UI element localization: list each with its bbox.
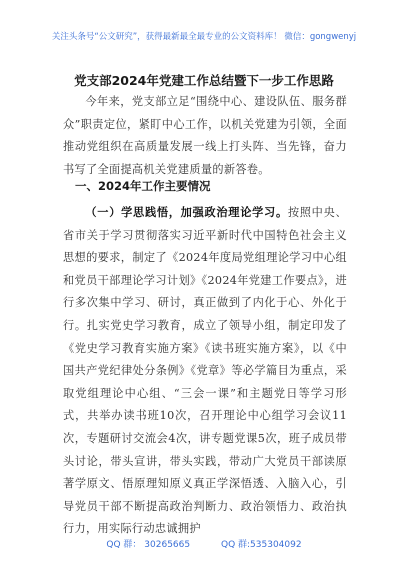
- sub-heading-body: 按照中央、省市关于学习贯彻落实习近平新时代中国特色社会主义思想的要求，制定了《2024年度局党组理论学习中心组和党员干部理论学习计划》《2024年党建工作要点》，进行多次集中学习、研讨，真正做到了内化于心、外化于行。扎实党史学习教育，成立了领导小组，制定印发了《党史学习教育实施方案》《读书班实施方案》，以《中国共产党纪律处分条例》《党章》等必学篇目为重点，采取党组理论中心组、“三会一课”和主题党日等学习形式，共举办读书班10次，召开理论中心组学习会议11次，专题研讨交流会4次，讲专题党课5次，班子成员带头讨论，带头宣讲，带头实践，带动广大党员干部读原著学原文、悟原理知原义真正学深悟透、入脑入心，引导党员干部不断提高政治判断力、政治领悟力、政治执行力，用实际行动忠诚拥护: [63, 206, 347, 536]
- footer-qq-group-2: QQ 群:535304092: [220, 540, 302, 550]
- body-paragraph: [63, 202, 347, 541]
- top-banner: 关注头条号“公文研究”，获得最新最全最专业的公文资料库！ 微信：gongwenyj: [51, 32, 357, 42]
- section-heading: 一、2024年工作主要情况: [75, 179, 211, 193]
- sub-heading: （一）学思践悟，加强政治理论学习。: [85, 206, 288, 219]
- footer: [0, 537, 408, 550]
- intro-paragraph: 今年来，党支部立足“围绕中心、建设队伍、服务群众”职责定位，紧盯中心工作，以机关党建为引领，全面推动党组织在高质量发展一线上打头阵、当先锋，奋力书写了全面提高机关党建质量的新答卷。: [63, 95, 347, 176]
- document-title: 党支部2024年党建工作总结暨下一步工作思路: [74, 73, 334, 88]
- footer-qq-group-1: QQ 群： 30265665: [106, 540, 191, 550]
